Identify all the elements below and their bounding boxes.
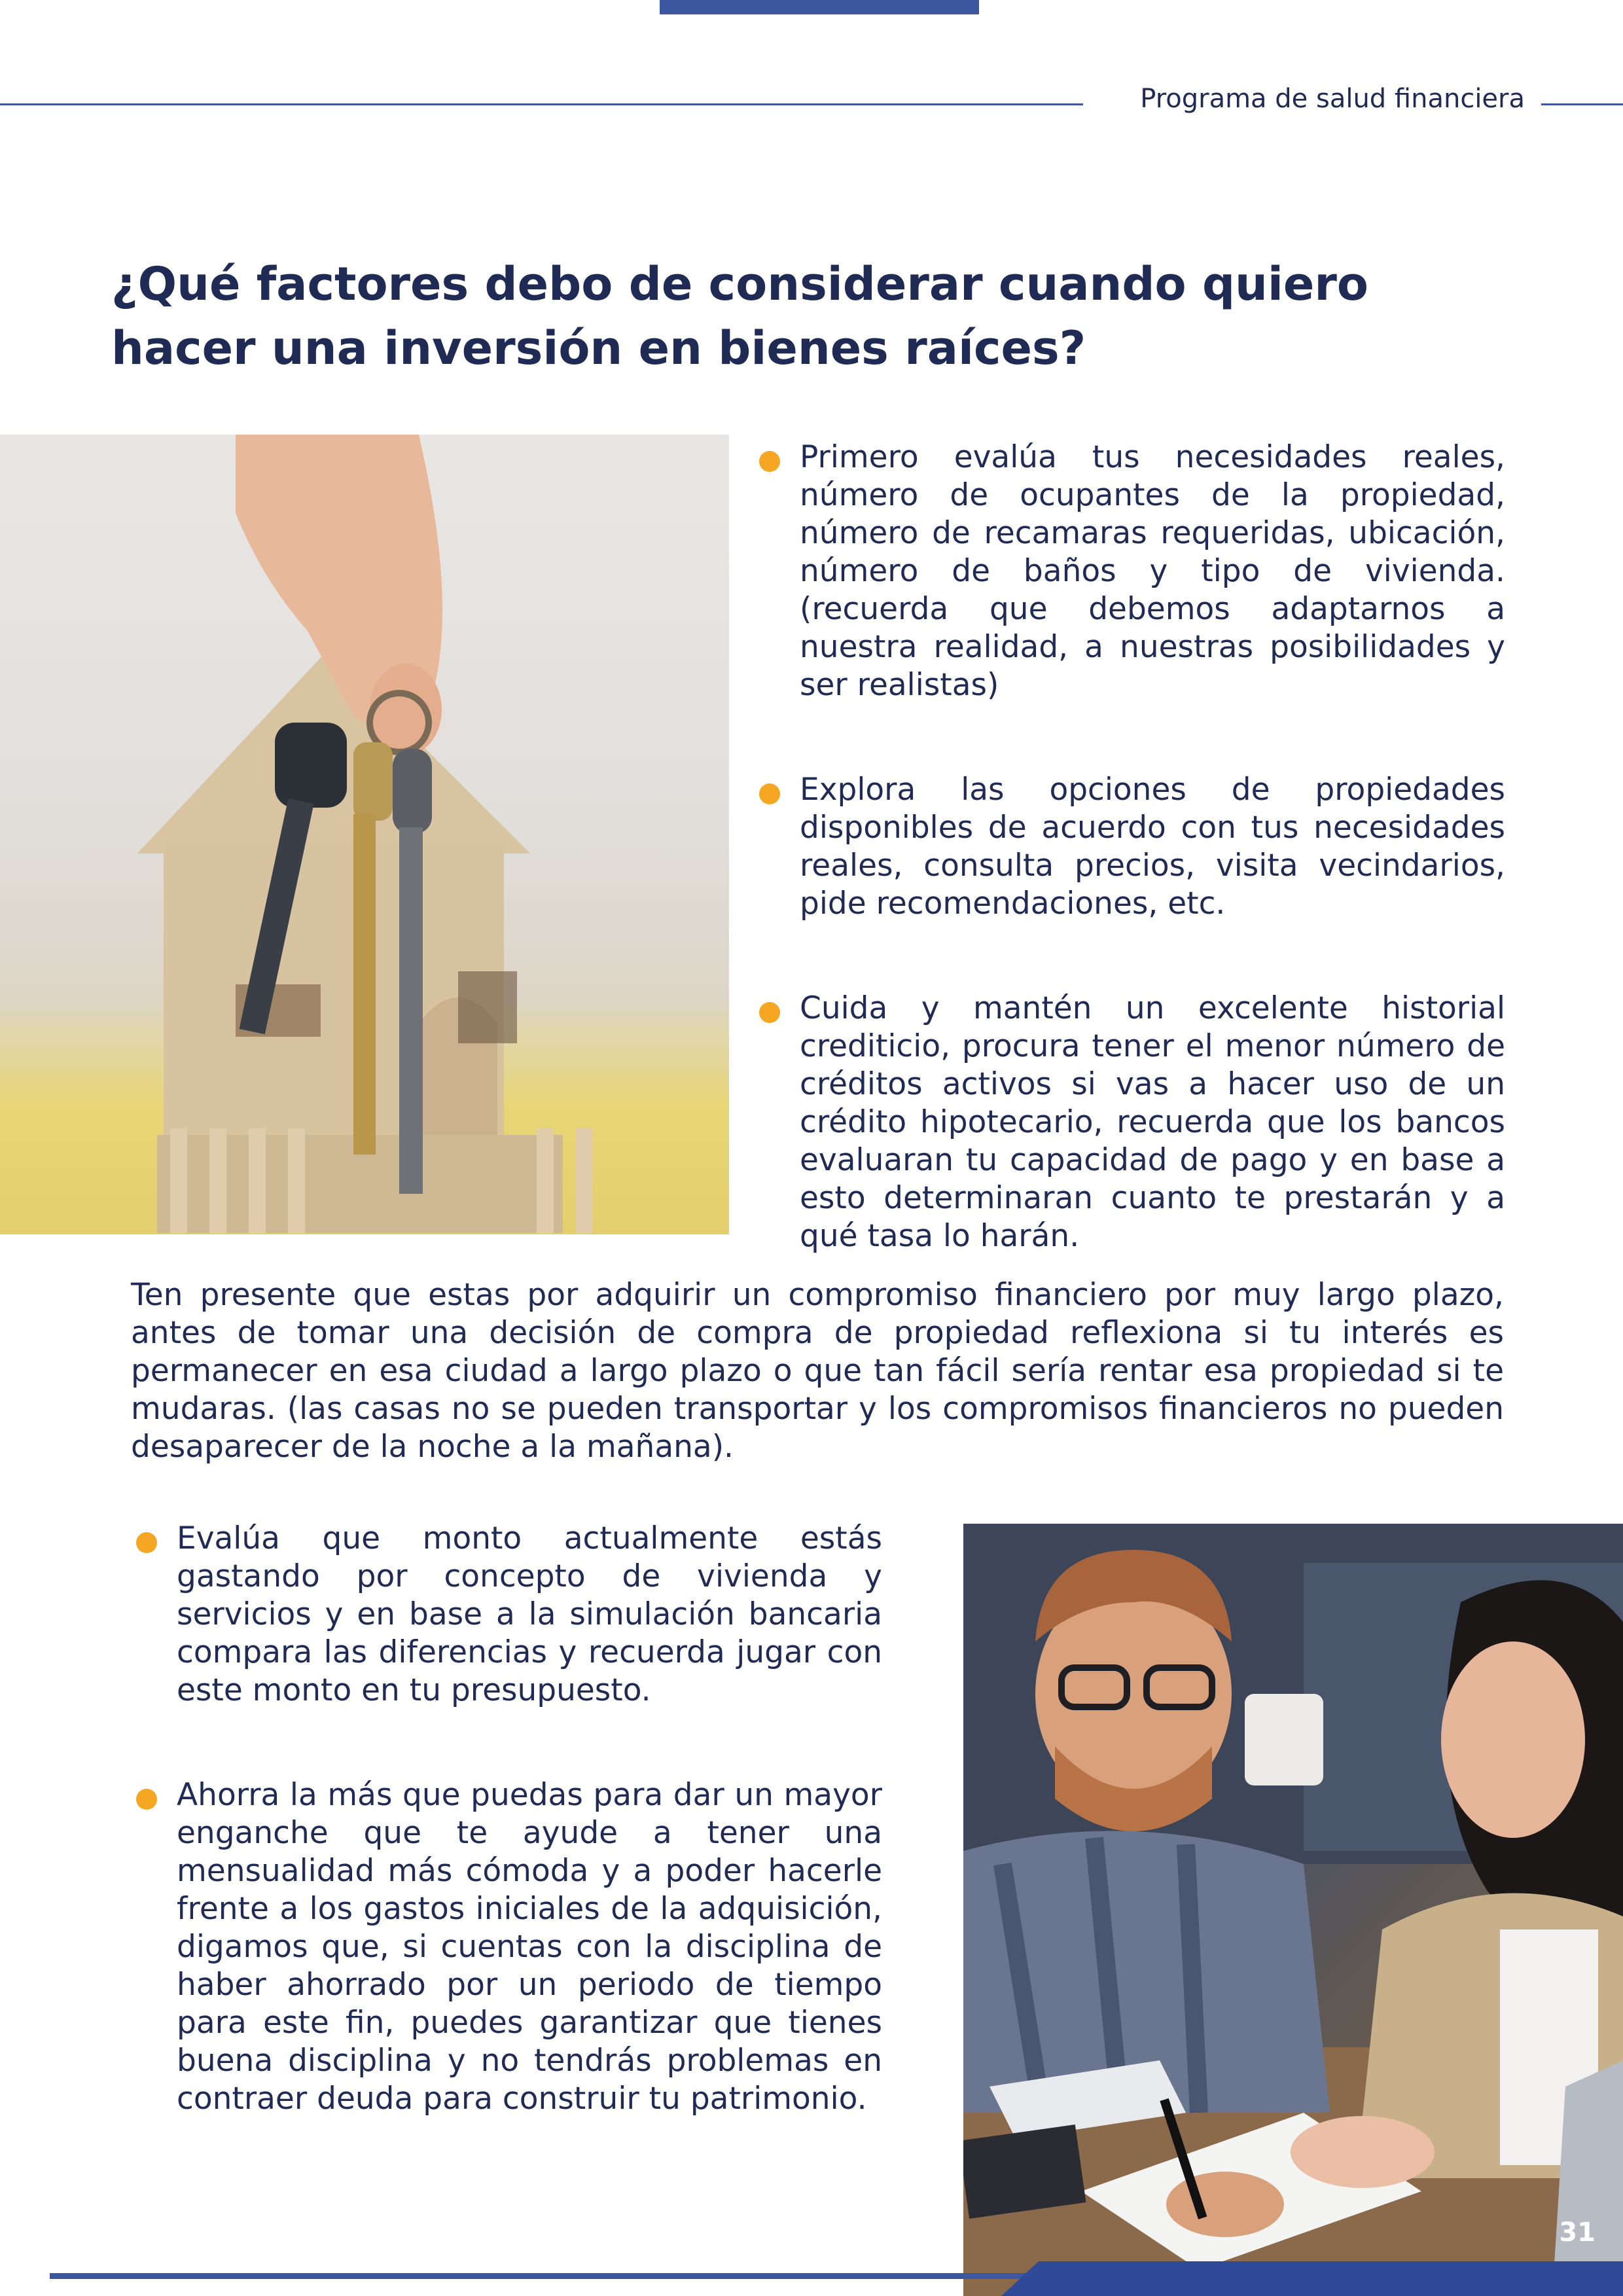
couple-reviewing-documents-photo: [963, 1524, 1623, 2296]
list-item: [759, 990, 1505, 1255]
header-rule-left: [0, 103, 1083, 105]
list-item: [136, 1520, 882, 1710]
footer-rule: [50, 2273, 1058, 2279]
bullet-dot-icon: [136, 1789, 157, 1810]
header-title: Programa de salud financiera: [1140, 84, 1525, 114]
considerations-list-top: [759, 439, 1505, 1322]
page-number: 31: [1559, 2217, 1596, 2248]
list-item: [759, 439, 1505, 704]
commitment-paragraph: Ten presente que estas por adquirir un compromiso financiero por muy largo plazo, antes de tomar una decisión de compra de propiedad reflexiona si tu interés es permanecer en esa ciudad a largo plazo o que tan fácil sería rentar esa propiedad si te mudaras. (las casas no se pueden transportar y los compromisos financieros no pueden desaparecer de la noche a la mañana).: [131, 1277, 1504, 1465]
page-heading: ¿Qué factores debo de considerar cuando quiero hacer una inversión en bienes raíces?: [111, 257, 1368, 375]
footer-accent-bar: [1001, 2261, 1623, 2296]
bullet-dot-icon: [136, 1532, 157, 1553]
list-item-text: Evalúa que monto actualmente estás gastando por concepto de vivienda y servicios y en base a la simulación bancaria compara las diferencias y recuerda jugar con este monto en tu presupuesto.: [177, 1520, 882, 1708]
keys-and-house-photo: [0, 435, 729, 1234]
header-rule-right: [1541, 103, 1623, 105]
bullet-dot-icon: [759, 783, 780, 804]
top-accent-tab: [660, 0, 979, 14]
bullet-dot-icon: [759, 1002, 780, 1023]
couple-illustration: [963, 1524, 1623, 2296]
keys-and-house-illustration: [0, 435, 729, 1234]
considerations-list-bottom: [136, 1520, 882, 2185]
list-item-text: Cuida y mantén un excelente historial crediticio, procura tener el menor número de créditos activos si vas a hacer uso de un crédito hipotecario, recuerda que los bancos evaluaran tu capacidad de pago y en base a esto determinaran cuanto te prestarán y a qué tasa lo harán.: [800, 990, 1505, 1254]
bullet-dot-icon: [759, 451, 780, 472]
list-item-text: Explora las opciones de propiedades disponibles de acuerdo con tus necesidades reales, consulta precios, visita vecindarios, pide recomendaciones, etc.: [800, 772, 1505, 922]
list-item-text: Ahorra la más que puedas para dar un mayor enganche que te ayude a tener una mensualidad más cómoda y a poder hacerle frente a los gastos iniciales de la adquisición, digamos que, si cuentas con la disciplina de haber ahorrado por un periodo de tiempo para este fin, puedes garantizar que tienes buena disciplina y no tendrás problemas en contraer deuda para construir tu patrimonio.: [177, 1777, 882, 2117]
list-item-text: Primero evalúa tus necesidades reales, número de ocupantes de la propiedad, número de recamaras requeridas, ubicación, número de baños y tipo de vivienda. (recuerda que debemos adaptarnos a nuestra realidad, a nuestras posibilidades y ser realistas): [800, 439, 1505, 703]
list-item: [759, 771, 1505, 923]
list-item: [136, 1776, 882, 2118]
